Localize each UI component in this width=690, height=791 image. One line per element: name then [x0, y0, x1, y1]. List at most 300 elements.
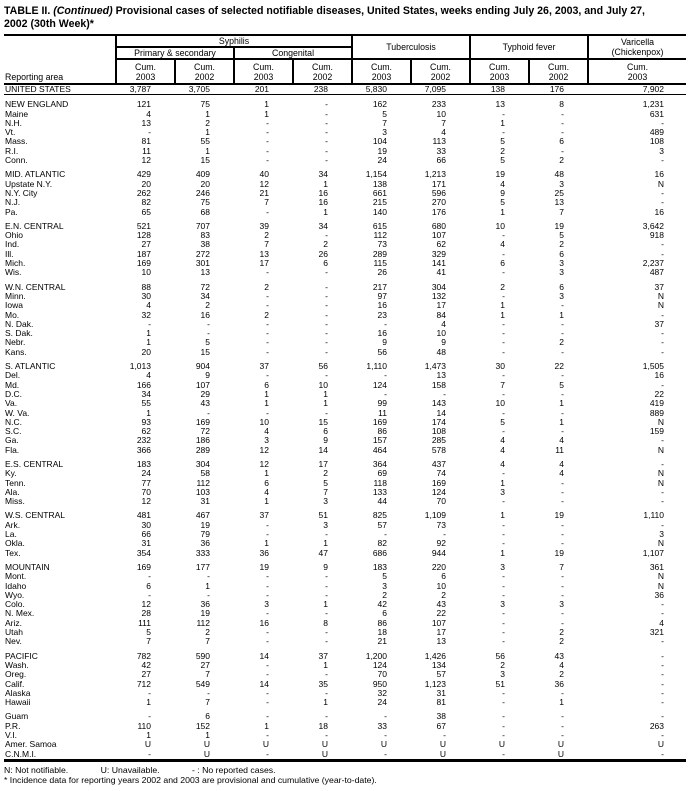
- value-cell: 73: [436, 520, 447, 530]
- value-cell: 2: [264, 231, 269, 241]
- value-cell: 35: [318, 679, 328, 689]
- value-cell: -: [325, 609, 328, 619]
- value-cell: 4: [500, 179, 506, 189]
- value-cell: 409: [195, 170, 210, 180]
- reporting-area-cell: Mont.: [5, 572, 27, 582]
- value-cell: -: [266, 698, 269, 708]
- table-row: [4, 399, 686, 408]
- value-cell: 36: [259, 548, 269, 558]
- value-cell: -: [325, 628, 328, 638]
- value-cell: 22: [654, 389, 665, 399]
- value-cell: 3: [500, 562, 506, 572]
- value-cell: 661: [372, 188, 387, 198]
- reporting-area-cell: Va.: [5, 399, 18, 409]
- value-cell: -: [266, 338, 269, 348]
- value-cell: 1: [146, 408, 151, 418]
- value-cell: 32: [141, 310, 151, 320]
- value-cell: N: [657, 301, 665, 311]
- value-cell: 16: [654, 170, 665, 180]
- reporting-area-cell: N.C.: [5, 417, 22, 427]
- value-cell: -: [148, 319, 151, 329]
- group-header-tuberculosis: Tuberculosis: [352, 35, 470, 59]
- value-cell: 467: [195, 511, 210, 521]
- table-row: [4, 338, 686, 347]
- value-cell: 1,107: [642, 548, 665, 558]
- value-cell: -: [266, 712, 269, 722]
- table-row: [4, 320, 686, 329]
- value-cell: 1: [500, 478, 506, 488]
- value-cell: 97: [377, 291, 387, 301]
- value-cell: -: [502, 329, 506, 339]
- reporting-area-cell: Amer. Samoa: [5, 740, 57, 750]
- value-cell: 104: [372, 137, 387, 147]
- table-row: [4, 381, 686, 390]
- value-cell: -: [266, 137, 269, 147]
- value-cell: 1,154: [365, 170, 387, 180]
- col-header: Cum. 2003: [116, 59, 175, 84]
- reporting-area-cell: Ind.: [5, 240, 20, 250]
- value-cell: 14: [259, 679, 269, 689]
- value-cell: 489: [649, 128, 665, 138]
- value-cell: 686: [372, 548, 387, 558]
- value-cell: 1: [264, 109, 269, 119]
- value-cell: 73: [377, 240, 387, 250]
- value-cell: -: [561, 109, 565, 119]
- value-cell: -: [502, 249, 506, 259]
- value-cell: 26: [377, 268, 387, 278]
- value-cell: 30: [495, 362, 506, 372]
- value-cell: 108: [649, 137, 665, 147]
- table-row: [4, 292, 686, 301]
- value-cell: 24: [377, 698, 387, 708]
- reporting-area-cell: C.N.M.I.: [5, 749, 37, 759]
- value-cell: 169: [372, 417, 387, 427]
- value-cell: 29: [200, 389, 210, 399]
- value-cell: 138: [372, 179, 387, 189]
- value-cell: 3: [559, 259, 565, 269]
- value-cell: 169: [136, 562, 151, 572]
- table-row: [4, 198, 686, 207]
- value-cell: 419: [649, 399, 665, 409]
- reporting-area-cell: Md.: [5, 380, 20, 390]
- value-cell: 5: [559, 231, 565, 241]
- value-cell: 16: [318, 198, 328, 208]
- value-cell: 133: [372, 487, 387, 497]
- table-row: [4, 189, 686, 198]
- value-cell: 158: [431, 380, 447, 390]
- value-cell: 16: [200, 310, 210, 320]
- value-cell: -: [207, 329, 210, 339]
- value-cell: 19: [200, 520, 210, 530]
- value-cell: 5: [382, 109, 387, 119]
- value-cell: N: [657, 179, 665, 189]
- value-cell: -: [661, 600, 665, 610]
- value-cell: -: [148, 572, 151, 582]
- reporting-area-cell: N.J.: [5, 198, 21, 208]
- value-cell: 304: [195, 459, 210, 469]
- value-cell: 3,787: [116, 84, 175, 95]
- value-cell: 590: [195, 651, 210, 661]
- value-cell: 1: [264, 389, 269, 399]
- table-row: [4, 283, 686, 292]
- group-header-syphilis: Syphilis: [116, 35, 352, 47]
- reporting-area-cell: Upstate N.Y.: [5, 179, 53, 189]
- value-cell: -: [325, 408, 328, 418]
- value-cell: 162: [372, 100, 387, 110]
- value-cell: 77: [141, 478, 151, 488]
- value-cell: 4: [500, 459, 506, 469]
- value-cell: 107: [431, 231, 447, 241]
- value-cell: 34: [318, 221, 328, 231]
- value-cell: -: [661, 660, 665, 670]
- value-cell: 37: [318, 651, 328, 661]
- reporting-area-cell: S. Dak.: [5, 329, 33, 339]
- table-row: [4, 240, 686, 249]
- value-cell: 2: [264, 310, 269, 320]
- value-cell: 521: [136, 221, 151, 231]
- value-cell: 8: [323, 618, 328, 628]
- value-cell: 13: [495, 100, 506, 110]
- value-cell: 1,426: [424, 651, 447, 661]
- value-cell: 3: [500, 670, 506, 680]
- value-cell: 31: [200, 497, 210, 507]
- value-cell: -: [325, 231, 328, 241]
- value-cell: -: [384, 731, 387, 740]
- value-cell: -: [207, 572, 210, 582]
- value-cell: -: [661, 688, 665, 698]
- reporting-area-cell: Pa.: [5, 207, 18, 217]
- value-cell: 62: [141, 427, 151, 437]
- value-cell: 25: [554, 188, 565, 198]
- value-cell: -: [502, 628, 506, 638]
- reporting-area-cell: E.S. CENTRAL: [5, 459, 64, 469]
- value-cell: 246: [195, 188, 210, 198]
- value-cell: 58: [200, 469, 210, 479]
- value-cell: 124: [372, 660, 387, 670]
- value-cell: U: [657, 740, 665, 750]
- table-row: [4, 698, 686, 707]
- value-cell: 429: [136, 170, 151, 180]
- table-row: [4, 156, 686, 165]
- table-row: [4, 268, 686, 277]
- value-cell: 304: [431, 282, 447, 292]
- value-cell: 5: [382, 572, 387, 582]
- table-row: [4, 521, 686, 530]
- value-cell: 19: [377, 146, 387, 156]
- value-cell: 14: [318, 445, 328, 455]
- value-cell: -: [561, 408, 565, 418]
- value-cell: 950: [372, 679, 387, 689]
- value-cell: 69: [377, 469, 387, 479]
- value-cell: 1: [205, 581, 210, 591]
- value-cell: -: [502, 698, 506, 708]
- value-cell: 1: [323, 698, 328, 708]
- value-cell: -: [266, 408, 269, 418]
- value-cell: -: [561, 731, 565, 740]
- value-cell: 138: [470, 84, 529, 95]
- reporting-area-cell: Ark.: [5, 520, 21, 530]
- value-cell: -: [325, 118, 328, 128]
- value-cell: -: [325, 590, 328, 600]
- value-cell: 1: [323, 600, 328, 610]
- value-cell: 2: [559, 670, 565, 680]
- value-cell: 17: [318, 459, 328, 469]
- value-cell: 7: [146, 637, 151, 647]
- value-cell: -: [661, 731, 665, 740]
- value-cell: -: [561, 146, 565, 156]
- value-cell: 7: [559, 562, 565, 572]
- value-cell: -: [266, 609, 269, 619]
- value-cell: -: [325, 637, 328, 647]
- value-cell: -: [561, 389, 565, 399]
- value-cell: 27: [141, 670, 151, 680]
- value-cell: 3,705: [175, 84, 234, 95]
- value-cell: 57: [436, 670, 447, 680]
- reporting-area-cell: Idaho: [5, 581, 27, 591]
- value-cell: 7: [205, 698, 210, 708]
- value-cell: -: [325, 731, 328, 740]
- value-cell: -: [661, 670, 665, 680]
- value-cell: -: [325, 581, 328, 591]
- value-cell: 134: [431, 660, 447, 670]
- value-cell: -: [502, 688, 506, 698]
- value-cell: 1: [323, 207, 328, 217]
- reporting-area-cell: Calif.: [5, 679, 25, 689]
- value-cell: -: [561, 319, 565, 329]
- value-cell: -: [502, 319, 506, 329]
- reporting-area-cell: Fla.: [5, 445, 20, 455]
- value-cell: 549: [195, 679, 210, 689]
- value-cell: -: [148, 128, 151, 138]
- reporting-area-cell: Oreg.: [5, 670, 27, 680]
- reporting-area-cell: Nebr.: [5, 338, 26, 348]
- value-cell: 19: [554, 511, 565, 521]
- value-cell: 42: [377, 600, 387, 610]
- value-cell: 7: [441, 118, 447, 128]
- table-row: [4, 712, 686, 721]
- table-row: [4, 110, 686, 119]
- value-cell: -: [325, 530, 328, 540]
- value-cell: -: [325, 572, 328, 582]
- value-cell: -: [443, 530, 447, 540]
- value-cell: 6: [559, 137, 565, 147]
- value-cell: -: [502, 581, 506, 591]
- table-row: [4, 722, 686, 731]
- value-cell: 5: [559, 380, 565, 390]
- value-cell: -: [266, 291, 269, 301]
- value-cell: 6: [323, 427, 328, 437]
- value-cell: 289: [372, 249, 387, 259]
- value-cell: 124: [431, 487, 447, 497]
- value-cell: 4: [559, 436, 565, 446]
- value-cell: 272: [195, 249, 210, 259]
- value-cell: 111: [138, 618, 151, 628]
- value-cell: 4: [264, 427, 269, 437]
- value-cell: 16: [318, 188, 328, 198]
- value-cell: 13: [259, 249, 269, 259]
- title-prefix: TABLE II.: [4, 5, 51, 17]
- value-cell: 37: [259, 362, 269, 372]
- reporting-area-header: Reporting area: [4, 35, 116, 84]
- value-cell: 43: [554, 651, 565, 661]
- value-cell: N: [657, 478, 665, 488]
- legend-line: [4, 765, 686, 776]
- value-cell: 103: [195, 487, 210, 497]
- value-cell: 12: [259, 179, 269, 189]
- value-cell: 289: [195, 445, 210, 455]
- value-cell: 166: [136, 380, 151, 390]
- value-cell: 56: [495, 651, 506, 661]
- value-cell: 83: [200, 231, 210, 241]
- value-cell: 9: [500, 188, 506, 198]
- value-cell: -: [325, 109, 328, 119]
- value-cell: -: [661, 459, 665, 469]
- value-cell: 1: [500, 548, 506, 558]
- reporting-area-cell: S. ATLANTIC: [5, 362, 56, 372]
- value-cell: -: [661, 188, 665, 198]
- value-cell: 4: [441, 128, 447, 138]
- value-cell: -: [266, 207, 269, 217]
- value-cell: 66: [141, 530, 151, 540]
- table-row: [4, 180, 686, 189]
- value-cell: U: [321, 749, 328, 759]
- value-cell: U: [439, 749, 447, 759]
- table-row: [4, 637, 686, 646]
- value-cell: 39: [259, 221, 269, 231]
- value-cell: -: [207, 688, 210, 698]
- value-cell: 1: [559, 417, 565, 427]
- value-cell: 1: [205, 128, 210, 138]
- value-cell: -: [502, 572, 506, 582]
- value-cell: -: [266, 268, 269, 278]
- value-cell: 2: [500, 660, 506, 670]
- value-cell: 34: [141, 389, 151, 399]
- value-cell: -: [561, 572, 565, 582]
- value-cell: 7: [382, 118, 387, 128]
- value-cell: 36: [200, 539, 210, 549]
- value-cell: N: [657, 445, 665, 455]
- value-cell: 34: [318, 170, 328, 180]
- value-cell: 1: [205, 731, 210, 740]
- value-cell: 1: [500, 511, 506, 521]
- table-row: [4, 222, 686, 231]
- value-cell: -: [325, 371, 328, 381]
- value-cell: 2: [559, 637, 565, 647]
- value-cell: 1: [264, 539, 269, 549]
- value-cell: -: [325, 291, 328, 301]
- value-cell: 333: [195, 548, 210, 558]
- value-cell: 112: [196, 478, 210, 488]
- value-cell: 364: [372, 459, 387, 469]
- reporting-area-cell: Conn.: [5, 156, 28, 166]
- value-cell: N: [657, 539, 665, 549]
- value-cell: 238: [293, 84, 352, 95]
- value-cell: -: [384, 389, 387, 399]
- value-cell: -: [443, 389, 447, 399]
- page-title: [4, 5, 664, 31]
- value-cell: 19: [495, 170, 506, 180]
- value-cell: 4: [146, 301, 151, 311]
- value-cell: 1: [559, 399, 565, 409]
- value-cell: -: [502, 347, 506, 357]
- value-cell: 40: [259, 170, 269, 180]
- value-cell: 34: [200, 291, 210, 301]
- table-row: [4, 329, 686, 338]
- value-cell: 72: [200, 427, 210, 437]
- value-cell: 88: [141, 282, 151, 292]
- value-cell: 157: [372, 436, 387, 446]
- value-cell: 41: [436, 268, 447, 278]
- value-cell: 215: [372, 198, 387, 208]
- subgroup-header-congenital: Congenital: [234, 47, 352, 59]
- value-cell: 15: [200, 347, 210, 357]
- value-cell: 12: [259, 445, 269, 455]
- value-cell: -: [325, 128, 328, 138]
- value-cell: 578: [431, 445, 447, 455]
- value-cell: -: [561, 590, 565, 600]
- value-cell: -: [661, 240, 665, 250]
- value-cell: 631: [649, 109, 665, 119]
- value-cell: 712: [136, 679, 151, 689]
- value-cell: -: [502, 268, 506, 278]
- col-header: Cum. 2003: [234, 59, 293, 84]
- value-cell: -: [325, 712, 328, 722]
- value-cell: 5: [323, 478, 328, 488]
- value-cell: 2: [382, 590, 387, 600]
- value-cell: 38: [200, 240, 210, 250]
- value-cell: -: [502, 371, 506, 381]
- value-cell: 56: [318, 362, 328, 372]
- table-row: [4, 119, 686, 128]
- value-cell: 13: [141, 118, 151, 128]
- value-cell: 110: [137, 721, 151, 731]
- value-cell: 9: [382, 338, 387, 348]
- value-cell: 4: [146, 109, 151, 119]
- incidence-note: * Incidence data for reporting years 2002 and 2003 are provisional and cumulative (year-to-date).: [4, 775, 377, 786]
- value-cell: 2: [559, 156, 565, 166]
- reporting-area-cell: V.I.: [5, 731, 17, 740]
- value-cell: -: [502, 291, 506, 301]
- value-cell: 169: [136, 259, 151, 269]
- value-cell: 6: [264, 478, 269, 488]
- reporting-area-cell: Ariz.: [5, 618, 22, 628]
- reporting-area-cell: W. Va.: [5, 408, 30, 418]
- value-cell: 263: [649, 721, 665, 731]
- value-cell: 16: [377, 301, 387, 311]
- value-cell: 113: [432, 137, 447, 147]
- value-cell: 2: [559, 628, 565, 638]
- value-cell: -: [266, 146, 269, 156]
- value-cell: -: [148, 749, 151, 759]
- value-cell: 3: [559, 268, 565, 278]
- value-cell: -: [325, 301, 328, 311]
- value-cell: -: [561, 497, 565, 507]
- value-cell: 36: [554, 679, 565, 689]
- value-cell: 9: [323, 562, 328, 572]
- value-cell: -: [502, 731, 506, 740]
- value-cell: -: [561, 520, 565, 530]
- value-cell: 67: [436, 721, 447, 731]
- value-cell: -: [325, 319, 328, 329]
- reporting-area-cell: PACIFIC: [5, 651, 38, 661]
- value-cell: 13: [436, 371, 447, 381]
- col-header: Cum. 2002: [293, 59, 352, 84]
- value-cell: 21: [259, 188, 269, 198]
- value-cell: 183: [372, 562, 387, 572]
- value-cell: 16: [654, 371, 665, 381]
- reporting-area-cell: Minn.: [5, 291, 26, 301]
- value-cell: 121: [136, 100, 151, 110]
